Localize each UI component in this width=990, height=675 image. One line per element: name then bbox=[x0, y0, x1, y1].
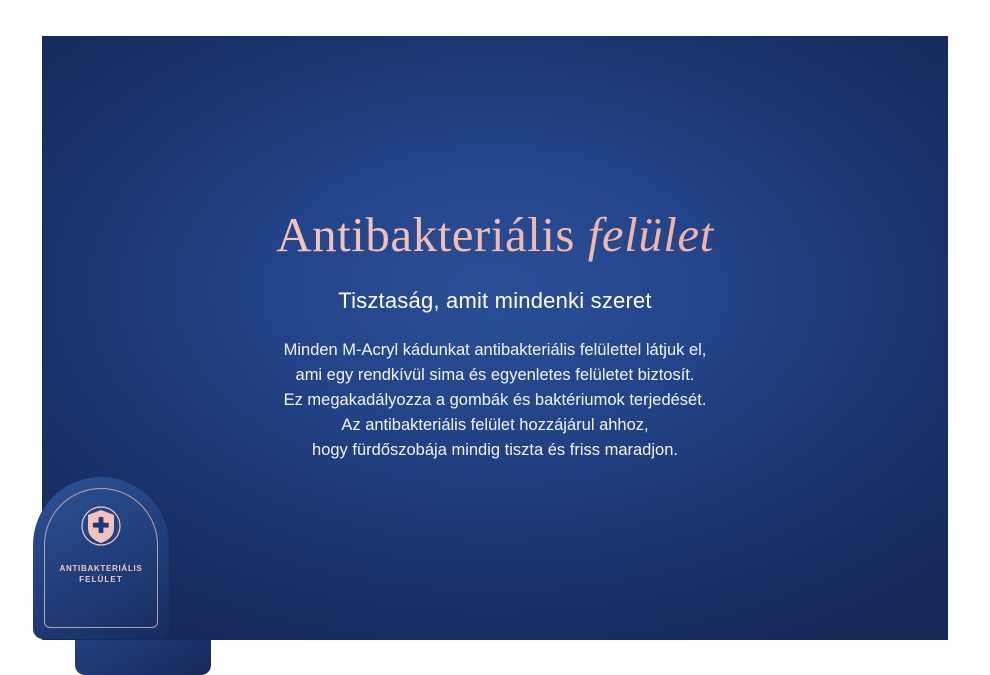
banner-title-main: Antibakteriális bbox=[276, 207, 575, 262]
antibacterial-badge bbox=[33, 477, 169, 639]
banner-subtitle: Tisztaság, amit mindenki szeret bbox=[338, 288, 652, 313]
banner-title bbox=[42, 206, 948, 263]
promo-banner bbox=[42, 36, 948, 640]
badge-label-line1: ANTIBAKTERIÁLIS bbox=[59, 564, 143, 573]
banner-title-italic: felület bbox=[587, 207, 714, 262]
body-line: Minden M-Acryl kádunkat antibakteriális felülettel látjuk el, bbox=[283, 341, 707, 359]
body-line: Ez megakadályozza a gombák és baktériumok terjedését. bbox=[283, 391, 707, 409]
banner-body-copy bbox=[42, 338, 948, 463]
badge-label bbox=[33, 563, 169, 585]
badge-tail-extension bbox=[75, 640, 211, 675]
shield-cross-icon bbox=[81, 503, 121, 549]
body-line: Az antibakteriális felület hozzájárul ahhoz, bbox=[341, 416, 649, 434]
body-line: hogy fürdőszobája mindig tiszta és friss maradjon. bbox=[312, 441, 678, 459]
body-line: ami egy rendkívül sima és egyenletes felületet biztosít. bbox=[295, 366, 695, 384]
badge-label-line2: FELÜLET bbox=[79, 575, 123, 584]
banner-content bbox=[42, 36, 948, 640]
